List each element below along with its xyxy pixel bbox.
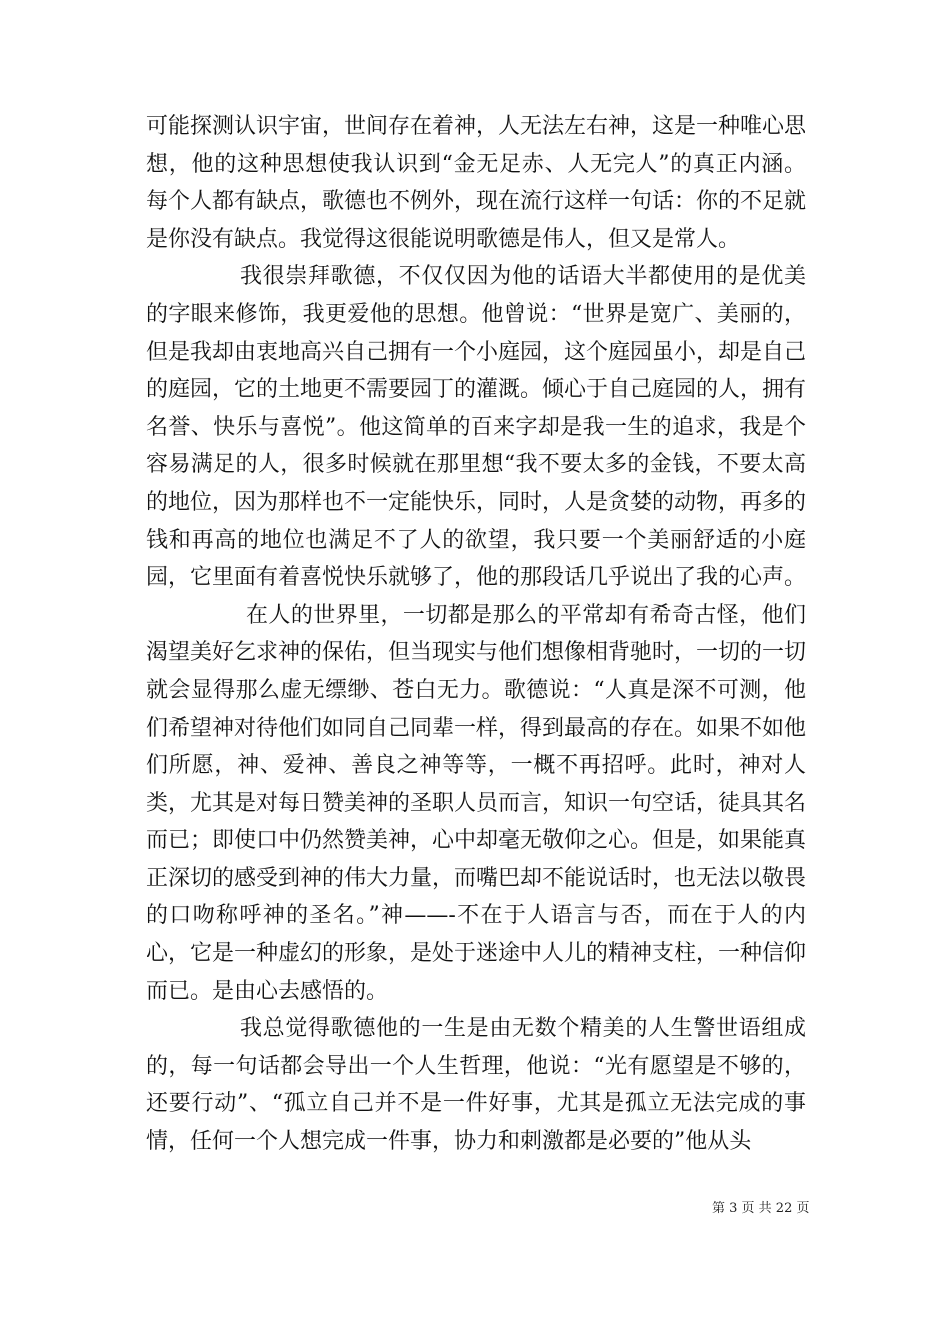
paragraph-2: 我很崇拜歌德，不仅仅因为他的话语大半都使用的是优美的字眼来修饰，我更爱他的思想。他曾说：“世界是宽广、美丽的，但是我却由衷地高兴自己拥有一个小庭园，这个庭园虽小，却是自己的庭园，它的土地更不需要园丁的灌溉。倾心于自己庭园的人，拥有名誉、快乐与喜悦”。他这简单的百来字却是我一生的追求，我是个容易满足的人，很多时候就在那里想“我不要太多的金钱，不要太高的地位，因为那样也不一定能快乐，同时，人是贪婪的动物，再多的钱和再高的地位也满足不了人的欲望，我只要一个美丽舒适的小庭园，它里面有着喜悦快乐就够了，他的那段话几乎说出了我的心声。	[146, 264, 807, 591]
paragraph-1: 可能探测认识宇宙，世间存在着神，人无法左右神，这是一种唯心思想，他的这种思想使我认识到“金无足赤、人无完人”的真正内涵。每个人都有缺点，歌德也不例外，现在流行这样一句话：你的不足就是你没有缺点。我觉得这很能说明歌德是伟人，但又是常人。	[146, 114, 807, 252]
paragraph-4: 我总觉得歌德他的一生是由无数个精美的人生警世语组成的，每一句话都会导出一个人生哲理，他说：“光有愿望是不够的，还要行动”、“孤立自己并不是一件好事，尤其是孤立无法完成的事情，任何一个人想完成一件事，协力和刺激都是必要的”他从头	[146, 1016, 806, 1155]
document-page	[146, 108, 806, 1228]
page-number-footer: 第 3 页 共 22 页	[712, 1201, 810, 1216]
paragraph-3: 在人的世界里，一切都是那么的平常却有希奇古怪，他们渴望美好乞求神的保佑，但当现实与他们想像相背驰时，一切的一切就会显得那么虚无缥缈、苍白无力。歌德说：“人真是深不可测，他们希望神对待他们如同自己同辈一样，得到最高的存在。如果不如他们所愿，神、爱神、善良之神等等，一概不再招呼。此时，神对人类，尤其是对每日赞美神的圣职人员而言，知识一句空话，徒具其名而已；即使口中仍然赞美神，心中却毫无敬仰之心。但是，如果能真正深切的感受到神的伟大力量，而嘴巴却不能说话时，也无法以敬畏的口吻称呼神的圣名。”神——-不在于人语言与否，而在于人的内心，它是一种虚幻的形象，是处于迷途中人儿的精神支柱，一种信仰而已。是由心去感悟的。	[146, 602, 807, 1004]
